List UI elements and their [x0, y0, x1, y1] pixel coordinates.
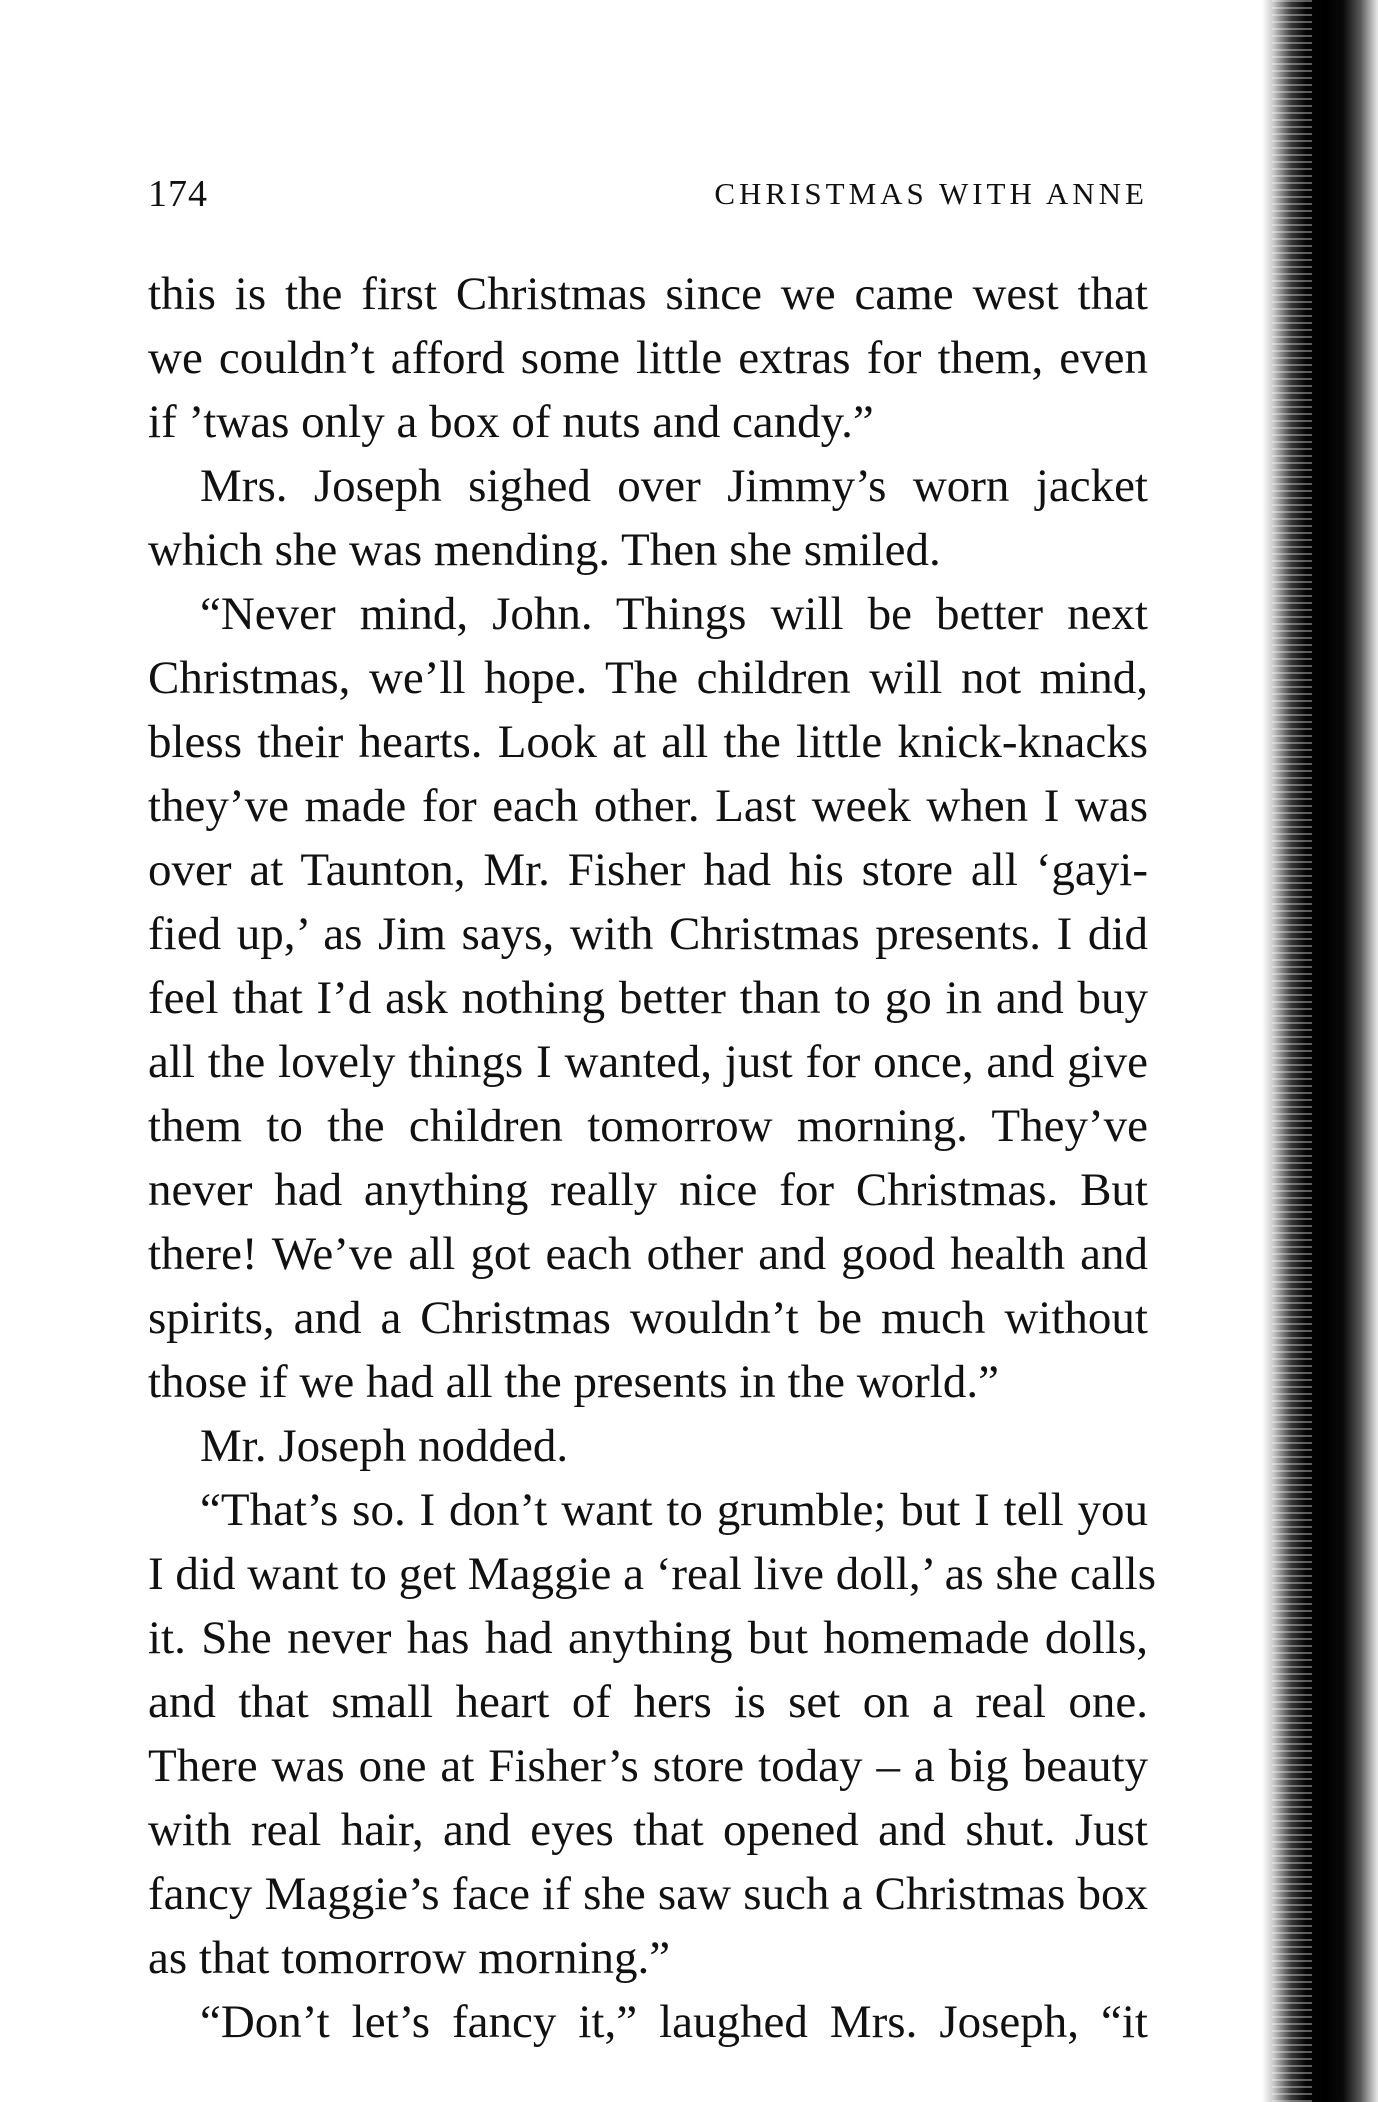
text-line: I did want to get Maggie a ‘real live doll,’ as she calls — [148, 1548, 1156, 1600]
text-line: it. She never has had anything but homemade dolls, — [148, 1612, 1148, 1664]
text-line: feel that I’d ask nothing better than to go in and buy — [148, 972, 1148, 1024]
body-text — [148, 262, 1156, 2054]
text-line: there! We’ve all got each other and good health and — [148, 1228, 1148, 1280]
text-line: “Don’t let’s fancy it,” laughed Mrs. Joseph, “it — [200, 1996, 1148, 2048]
page-number: 174 — [148, 173, 208, 215]
text-line: over at Taunton, Mr. Fisher had his store all ‘gayi- — [148, 844, 1148, 896]
text-line: spirits, and a Christmas wouldn’t be much without — [148, 1292, 1148, 1344]
text-line: this is the first Christmas since we came west that — [148, 268, 1148, 320]
text-line: “Never mind, John. Things will be better next — [200, 588, 1148, 640]
text-line: they’ve made for each other. Last week when I was — [148, 780, 1148, 832]
text-line: bless their hearts. Look at all the little knick-knacks — [148, 716, 1148, 768]
running-title: CHRISTMAS WITH ANNE — [714, 176, 1148, 211]
text-line: as that tomorrow morning.” — [148, 1932, 671, 1984]
text-line: Christmas, we’ll hope. The children will not mind, — [148, 652, 1148, 704]
text-line: we couldn’t afford some little extras for them, even — [148, 332, 1148, 384]
text-line: fancy Maggie’s face if she saw such a Christmas box — [148, 1868, 1148, 1920]
scan-gutter-speckle — [1272, 0, 1312, 2102]
text-line: those if we had all the presents in the world.” — [148, 1356, 999, 1408]
text-line: never had anything really nice for Christmas. But — [148, 1164, 1148, 1216]
page-header — [148, 172, 1148, 222]
text-line: fied up,’ as Jim says, with Christmas presents. I did — [148, 908, 1148, 960]
text-line: which she was mending. Then she smiled. — [148, 524, 941, 576]
text-line: There was one at Fisher’s store today – a big beauty — [148, 1740, 1148, 1792]
text-line: Mr. Joseph nodded. — [200, 1420, 569, 1472]
text-line: “That’s so. I don’t want to grumble; but I tell you — [200, 1484, 1148, 1536]
text-line: if ’twas only a box of nuts and candy.” — [148, 396, 874, 448]
text-line: all the lovely things I wanted, just for once, and give — [148, 1036, 1148, 1088]
text-line: Mrs. Joseph sighed over Jimmy’s worn jacket — [200, 460, 1148, 512]
text-line: and that small heart of hers is set on a real one. — [148, 1676, 1148, 1728]
text-line: with real hair, and eyes that opened and shut. Just — [148, 1804, 1148, 1856]
text-line: them to the children tomorrow morning. They’ve — [148, 1100, 1148, 1152]
